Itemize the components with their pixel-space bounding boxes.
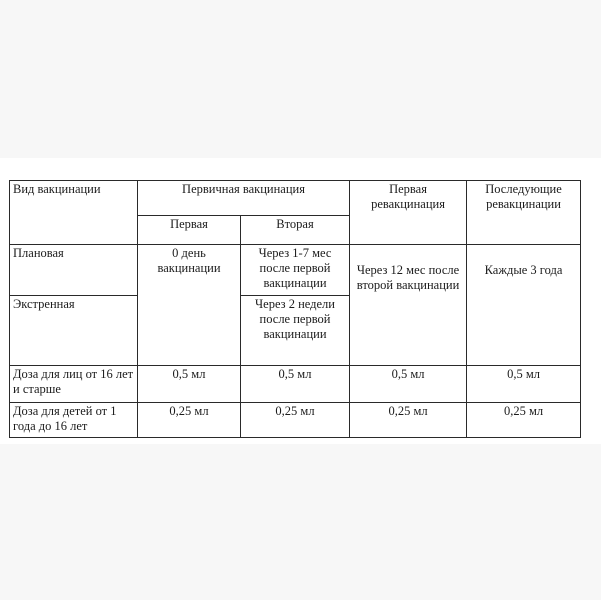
cell-dose-child-second: 0,25 мл [241,403,350,438]
table-row-planned [10,245,581,296]
row-label-dose-adult: Доза для лиц от 16 лет и старше [10,366,138,403]
cell-dose-child-first: 0,25 мл [138,403,241,438]
header-primary-vaccination: Первичная вакцинация [138,181,350,216]
header-subsequent-revaccinations: Последующие ревакцинации [467,181,581,245]
cell-planned-revaccination: Через 12 мес после второй вакцинации [350,245,467,366]
row-label-emergency: Экстренная [10,296,138,366]
cell-planned-subsequent: Каждые 3 года [467,245,581,366]
table-row-dose-adult [10,366,581,403]
cell-dose-adult-second: 0,5 мл [241,366,350,403]
cell-planned-first: 0 день вакцинации [138,245,241,366]
header-vaccination-type: Вид вакцинации [10,181,138,245]
header-second-dose: Вторая [241,216,350,245]
cell-dose-adult-first: 0,5 мл [138,366,241,403]
cell-planned-second: Через 1-7 мес после первой вакцинации [241,245,350,296]
row-label-planned: Плановая [10,245,138,296]
cell-dose-child-revaccination: 0,25 мл [350,403,467,438]
table-row-dose-child [10,403,581,438]
cell-emergency-second: Через 2 недели после первой вакцинации [241,296,350,366]
vaccination-schedule-table [9,180,581,438]
header-first-revaccination: Первая ревакцинация [350,181,467,245]
cell-dose-adult-revaccination: 0,5 мл [350,366,467,403]
table-header-row [10,181,581,216]
row-label-dose-child: Доза для детей от 1 года до 16 лет [10,403,138,438]
cell-dose-child-subsequent: 0,25 мл [467,403,581,438]
cell-dose-adult-subsequent: 0,5 мл [467,366,581,403]
header-first-dose: Первая [138,216,241,245]
